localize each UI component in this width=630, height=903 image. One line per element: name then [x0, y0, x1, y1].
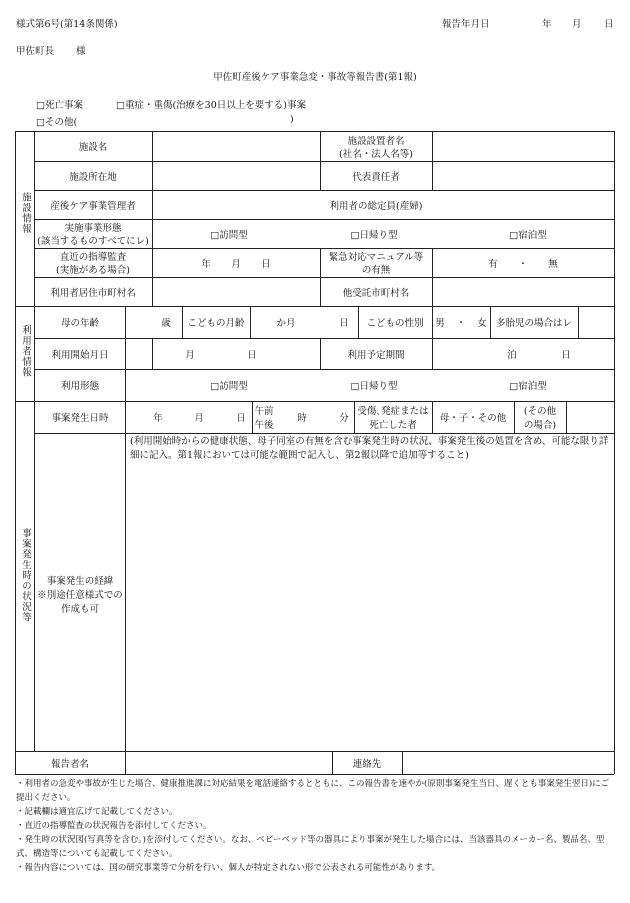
other-city-label: 他受託市町村名: [342, 288, 410, 299]
occurred-day: 日: [236, 413, 246, 424]
course-label-1: 事案発生の経緯: [46, 576, 114, 587]
victim-options[interactable]: 母・子・その他: [439, 413, 507, 424]
impl-type-label-2: (該当するものすべてにレ): [37, 236, 149, 247]
form-number: 様式第6号(第14条関係): [16, 19, 118, 30]
multiple-birth-label: 多胎児の場合はレ: [495, 318, 573, 329]
impl-stay-checkbox[interactable]: □宿泊型: [509, 230, 547, 241]
page-title: 甲佐町産後ケア事業急変・事故等報告書(第1報): [213, 72, 417, 83]
addressee: 甲佐町長: [16, 46, 55, 57]
occurred-pm[interactable]: 午後: [254, 420, 274, 431]
nights-unit: 泊: [507, 350, 517, 361]
representative-label: 代表責任者: [352, 172, 400, 183]
report-date-day: 日: [604, 19, 614, 30]
impl-day-checkbox[interactable]: □日帰り型: [350, 230, 398, 241]
report-date-label: 報告年月日: [442, 19, 490, 30]
start-day: 日: [247, 350, 257, 361]
facility-name-label: 施設名: [78, 142, 108, 153]
victim-label-2: 死亡した者: [369, 420, 417, 431]
option-serious[interactable]: □重症・重傷(治療を30日以上を要する)事案: [116, 100, 306, 111]
days-unit: 日: [339, 318, 349, 329]
option-death[interactable]: □死亡事案: [36, 100, 83, 111]
user-city-label: 利用者居住市町村名: [50, 288, 136, 299]
usage-stay-checkbox[interactable]: □宿泊型: [509, 381, 547, 392]
usage-day-checkbox[interactable]: □日帰り型: [350, 381, 398, 392]
start-month: 月: [185, 350, 195, 361]
manual-dot: ・: [518, 259, 528, 270]
usage-visit-checkbox[interactable]: □訪問型: [210, 381, 248, 392]
reporter-label: 報告者名: [50, 759, 90, 770]
child-age-label: こどもの月齢: [187, 318, 245, 329]
note-item: ・発生時の状況図(写真等を含む。)を添付してください。なお、ベビーベッド等の器具により事案が発生した場合には、当該器具のメーカー名、製品名、型式、構造等についても記載してください。: [16, 835, 605, 859]
victim-other-label-1: (その他: [523, 406, 557, 417]
manual-yes[interactable]: 有: [488, 259, 498, 270]
sex-male[interactable]: 男: [435, 318, 445, 329]
facility-section-heading: 施設情報: [20, 192, 31, 234]
period-days-unit: 日: [561, 350, 571, 361]
occurred-am[interactable]: 午前: [254, 406, 274, 417]
audit-month: 月: [231, 259, 241, 270]
months-unit: か月: [276, 318, 296, 329]
audit-year: 年: [201, 259, 211, 270]
user-section-heading: 利用者情報: [20, 325, 31, 378]
child-sex-label: こどもの性別: [366, 318, 424, 329]
occurred-month: 月: [194, 413, 204, 424]
start-date-label: 利用開始月日: [51, 350, 109, 361]
manual-no[interactable]: 無: [548, 259, 558, 270]
course-label-3: 作成も可: [60, 604, 100, 615]
age-unit: 歳: [161, 318, 171, 329]
course-input-area[interactable]: [126, 460, 613, 750]
mother-age-label: 母の年齢: [60, 318, 100, 329]
reporter-input[interactable]: [126, 752, 331, 773]
occurred-year: 年: [153, 413, 163, 424]
operator-label-1: 施設設置者名: [347, 136, 405, 147]
audit-day: 日: [261, 259, 271, 270]
occurred-at-label: 事案発生日時: [51, 413, 109, 424]
course-instructions: (利用開始時からの健康状態、母子同室の有無を含む事案発生時の状況、事案発生後の処置を含め、可能な限り詳細に記入。第1報においては可能な範囲で記入し、第2報以降で追加等すること): [130, 436, 609, 461]
care-manager-label: 産後ケア事業管理者: [50, 201, 136, 212]
sex-dot: ・: [456, 318, 466, 329]
contact-label: 連絡先: [352, 759, 382, 770]
course-label-2: ※別途任意様式での: [37, 590, 123, 601]
sex-female[interactable]: 女: [477, 318, 487, 329]
audit-label-2: (実施がある場合): [56, 265, 130, 276]
note-item: ・記載欄は適宜広げて記載してください。: [16, 807, 178, 817]
incident-section-heading: 事案発生時の状況等: [20, 528, 31, 623]
occurred-hour: 時: [297, 413, 307, 424]
report-date-month: 月: [572, 19, 582, 30]
planned-period-label: 利用予定期間: [347, 350, 405, 361]
option-other-close: ): [290, 114, 294, 125]
contact-input[interactable]: [403, 752, 613, 773]
impl-type-label-1: 実施事業形態: [64, 223, 122, 234]
note-item: ・直近の指導監査の状況報告を添付してください。: [16, 821, 212, 831]
option-other[interactable]: □その他(: [36, 117, 78, 128]
victim-other-label-2: の場合): [523, 420, 557, 431]
note-item: ・報告内容については、国の研究事業等で分析を行い、個人が特定されない形で公表される可能性があります。: [16, 863, 441, 873]
total-staff-label: 利用者の総定員(産婦): [329, 201, 423, 212]
victim-label-1: 受傷､発症または: [357, 406, 429, 417]
occurred-minute: 分: [339, 413, 349, 424]
usage-type-label: 利用形態: [60, 381, 100, 392]
location-label: 施設所在地: [69, 172, 117, 183]
report-date-year: 年: [542, 19, 552, 30]
manual-label-2: の有無: [361, 265, 391, 276]
addressee-suffix: 様: [76, 46, 86, 57]
audit-label-1: 直近の指導監査: [59, 252, 127, 263]
manual-label-1: 緊急対応マニュアル等: [328, 252, 424, 263]
note-item: ・利用者の急変や事故が生じた場合、健康推進課に対応結果を電話連絡するとともに、この報告書を速やか(原則事案発生当日、遅くとも事案発生翌日)にご提出ください。: [16, 779, 610, 803]
operator-label-2: (社名・法人名等): [339, 149, 413, 160]
impl-visit-checkbox[interactable]: □訪問型: [210, 230, 248, 241]
